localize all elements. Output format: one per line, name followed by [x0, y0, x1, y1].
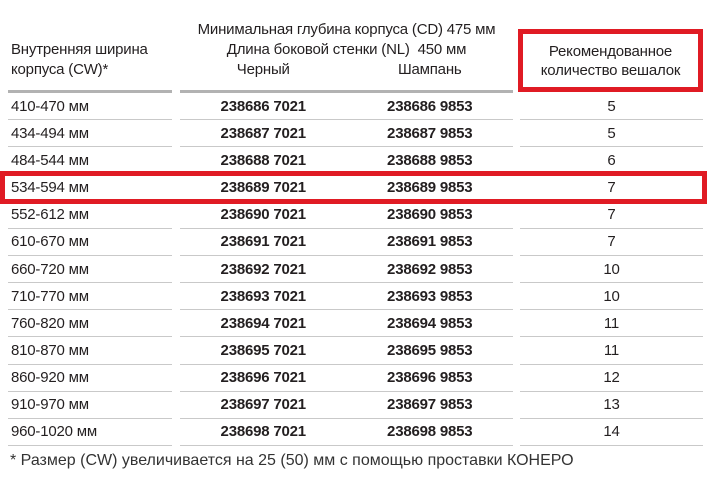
cell-hanger-count: 7 [607, 179, 616, 197]
table-row [8, 174, 703, 201]
cell-hangers-segment [520, 93, 703, 120]
col-header-group [180, 20, 513, 80]
cell-width: 810-870 мм [11, 341, 89, 359]
cell-width: 534-594 мм [11, 179, 89, 197]
cell-width-segment [8, 392, 172, 419]
cell-code-black: 238689 7021 [220, 179, 306, 197]
cell-code-champagne: 238688 9853 [387, 151, 473, 169]
cell-width-segment [8, 174, 172, 201]
cell-hanger-count: 12 [603, 369, 620, 387]
cell-hangers-segment [520, 256, 703, 283]
col-header-black: Черный [236, 61, 290, 78]
cell-code-champagne: 238691 9853 [387, 233, 473, 251]
cell-hanger-count: 7 [607, 206, 616, 224]
cell-width: 960-1020 мм [11, 423, 97, 441]
cell-code-champagne: 238690 9853 [387, 206, 473, 224]
table-row [8, 419, 703, 446]
cell-code-champagne: 238694 9853 [387, 314, 473, 332]
cell-code-black: 238690 7021 [220, 206, 306, 224]
cell-code-black: 238696 7021 [220, 369, 306, 387]
cell-hanger-count: 11 [603, 314, 620, 332]
cell-hangers-segment [520, 337, 703, 364]
cell-hangers-segment [520, 392, 703, 419]
col-header-champagne: Шампань [397, 61, 462, 78]
table-row [8, 256, 703, 283]
cell-code-black: 238691 7021 [220, 233, 306, 251]
cell-code-black: 238697 7021 [220, 396, 306, 414]
cell-hanger-count: 6 [607, 151, 616, 169]
table-row [8, 120, 703, 147]
cell-width-segment [8, 256, 172, 283]
table-row [8, 310, 703, 337]
cell-code-black: 238693 7021 [220, 287, 306, 305]
cell-code-champagne: 238687 9853 [387, 124, 473, 142]
cell-hangers-segment [520, 419, 703, 446]
cell-codes-segment [180, 229, 513, 256]
cell-hangers-segment [520, 147, 703, 174]
cell-code-champagne: 238698 9853 [387, 423, 473, 441]
table-row [8, 147, 703, 174]
cell-width: 434-494 мм [11, 124, 89, 142]
cell-width-segment [8, 310, 172, 337]
cell-width-segment [8, 365, 172, 392]
cell-width-segment [8, 147, 172, 174]
cell-code-champagne: 238695 9853 [387, 341, 473, 359]
cell-code-champagne: 238686 9853 [387, 97, 473, 115]
cell-width-segment [8, 93, 172, 120]
cell-hangers-segment [520, 365, 703, 392]
cell-width: 552-612 мм [11, 206, 89, 224]
cell-hanger-count: 10 [603, 287, 620, 305]
col-header-inner-width-line1: Внутренняя ширина [11, 41, 148, 58]
cell-code-champagne: 238689 9853 [387, 179, 473, 197]
table-row [8, 283, 703, 310]
cell-width: 610-670 мм [11, 233, 89, 251]
cell-codes-segment [180, 419, 513, 446]
cell-codes-segment [180, 147, 513, 174]
table-row [8, 365, 703, 392]
cell-codes-segment [180, 337, 513, 364]
cell-hangers-segment [520, 120, 703, 147]
table-row [8, 93, 703, 120]
cell-codes-segment [180, 174, 513, 201]
cell-width-segment [8, 283, 172, 310]
cell-hanger-count: 14 [603, 423, 620, 441]
cell-codes-segment [180, 283, 513, 310]
cell-code-black: 238686 7021 [220, 97, 306, 115]
table-row [8, 202, 703, 229]
cell-codes-segment [180, 392, 513, 419]
cell-hanger-count: 7 [607, 233, 616, 251]
cell-hanger-count: 11 [603, 341, 620, 359]
cell-code-black: 238687 7021 [220, 124, 306, 142]
cell-width: 710-770 мм [11, 287, 89, 305]
product-spec-table [8, 0, 703, 446]
cell-width: 484-544 мм [11, 151, 89, 169]
cell-width-segment [8, 337, 172, 364]
group-header-depth: Минимальная глубина корпуса (CD) 475 мм [197, 21, 496, 38]
table-body [8, 93, 703, 446]
col-header-inner-width [11, 40, 148, 80]
table-row [8, 337, 703, 364]
cell-codes-segment [180, 93, 513, 120]
cell-width-segment [8, 120, 172, 147]
col-header-hangers-line1: Рекомендованное [548, 42, 673, 60]
cell-codes-segment [180, 120, 513, 147]
cell-codes-segment [180, 310, 513, 337]
cell-code-black: 238694 7021 [220, 314, 306, 332]
cell-code-black: 238688 7021 [220, 151, 306, 169]
cell-width: 910-970 мм [11, 396, 89, 414]
cell-codes-segment [180, 202, 513, 229]
color-subheaders [180, 60, 513, 80]
cell-hangers-segment [520, 174, 703, 201]
cell-width: 860-920 мм [11, 369, 89, 387]
cell-width-segment [8, 419, 172, 446]
cell-hanger-count: 13 [603, 396, 620, 414]
cell-code-black: 238692 7021 [220, 260, 306, 278]
cell-code-black: 238698 7021 [220, 423, 306, 441]
cell-codes-segment [180, 365, 513, 392]
cell-width: 760-820 мм [11, 314, 89, 332]
cell-width: 410-470 мм [11, 97, 89, 115]
cell-code-champagne: 238696 9853 [387, 369, 473, 387]
hangers-header-highlight-box [518, 29, 703, 92]
col-header-hangers-line2: количество вешалок [540, 61, 681, 79]
cell-hangers-segment [520, 283, 703, 310]
cell-width-segment [8, 229, 172, 256]
cell-width: 660-720 мм [11, 260, 89, 278]
cell-hangers-segment [520, 310, 703, 337]
table-row [8, 229, 703, 256]
cell-code-champagne: 238693 9853 [387, 287, 473, 305]
cell-hangers-segment [520, 202, 703, 229]
cell-width-segment [8, 202, 172, 229]
footnote: * Размер (CW) увеличивается на 25 (50) мм с помощью проставки КОНЕРО [10, 452, 574, 469]
table-row [8, 392, 703, 419]
cell-hanger-count: 5 [607, 97, 616, 115]
cell-codes-segment [180, 256, 513, 283]
cell-code-black: 238695 7021 [220, 341, 306, 359]
col-header-inner-width-line2: корпуса (CW)* [11, 61, 109, 78]
table-header [8, 0, 703, 93]
cell-hangers-segment [520, 229, 703, 256]
cell-hanger-count: 5 [607, 124, 616, 142]
cell-hanger-count: 10 [603, 260, 620, 278]
group-header-side-length: Длина боковой стенки (NL) 450 мм [226, 41, 467, 58]
cell-code-champagne: 238697 9853 [387, 396, 473, 414]
cell-code-champagne: 238692 9853 [387, 260, 473, 278]
